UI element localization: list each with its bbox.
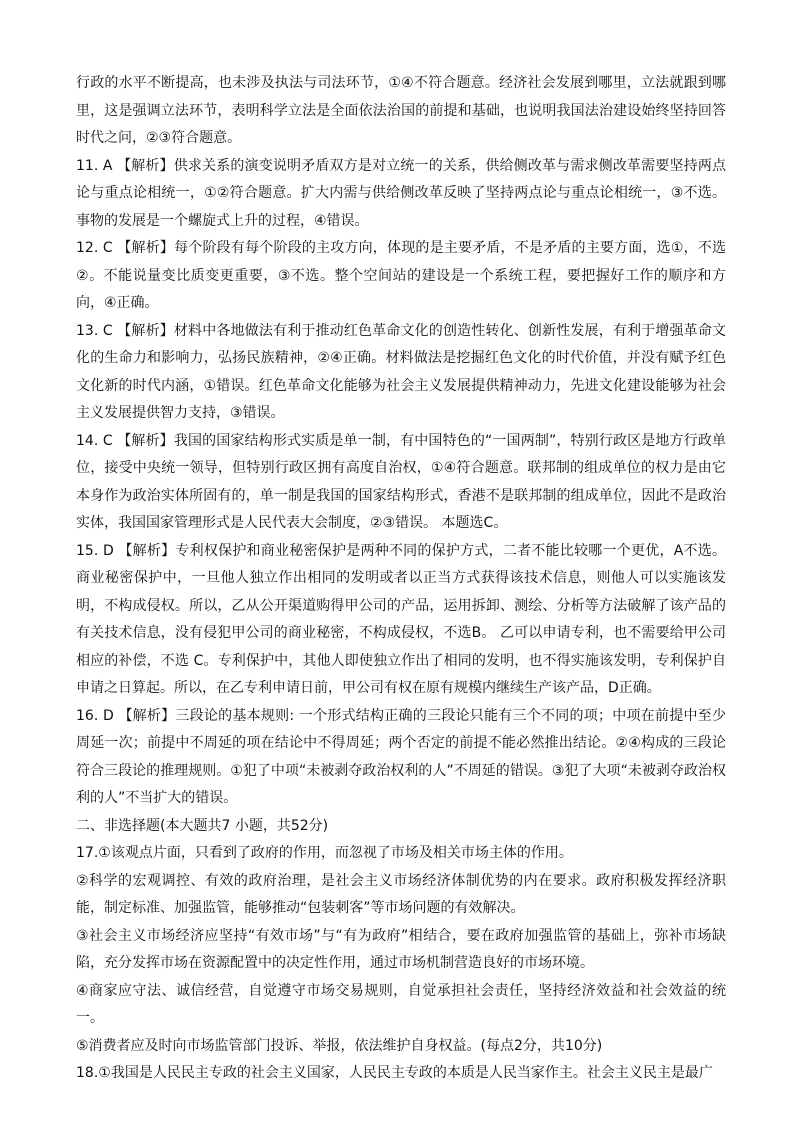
answer-17-point-2: ②科学的宏观调控、有效的政府治理，是社会主义市场经济体制优势的内在要求。政府积极发挥经济职能，制定标准、加强监管，能够推动“包装刺客”等市场问题的有效解决。 — [76, 872, 726, 916]
answer-17-point-5: ⑤消费者应及时向市场监管部门投诉、举报，依法维护自身权益。(每点2分，共10分) — [76, 1037, 603, 1054]
answer-16: 16. D 【解析】三段论的基本规则: 一个形式结构正确的三段论只能有三个不同的项；中项在前提中至少周延一次；前提中不周延的项在结论中不得周延；两个否定的前提不能必然推出结论。②④构成的三段论符合三段论的推理规则。①犯了中项“未被剥夺政治权利的人”不周延的错误。③犯了大项“未被剥夺政治权利的人”不当扩大的错误。 — [76, 707, 726, 806]
answer-18: 18.①我国是人民民主专政的社会主义国家，人民民主专政的本质是人民当家作主。社会主义民主是最广 — [76, 1065, 713, 1081]
answer-11: 11. A 【解析】供求关系的演变说明矛盾双方是对立统一的关系，供给侧改革与需求侧改革需要坚持两点论与重点论相统一，①②符合题意。扩大内需与供给侧改革反映了坚持两点论与重点论相统一，③不选。事物的发展是一个螺旋式上升的过程，④错误。 — [76, 157, 726, 229]
answer-15: 15. D 【解析】专利权保护和商业秘密保护是两种不同的保护方式，二者不能比较哪一个更优，A不选。商业秘密保护中，一旦他人独立作出相同的发明或者以正当方式获得该技术信息，则他人可以实施该发明，不构成侵权。所以，乙从公开渠道购得甲公司的产品，运用拆卸、测绘、分析等方法破解了该产品的有关技术信息，没有侵犯甲公司的商业秘密，不构成侵权，不选B。 乙可以申请专利，也不需要给甲公司相应的补偿，不选 C。专利保护中，其他人即使独立作出了相同的发明，也不得实施该发明，专利保护自申请之日算起。所以，在乙专利申请日前，甲公司有权在原有规模内继续生产该产品，D正确。 — [76, 542, 726, 696]
answer-12: 12. C 【解析】每个阶段有每个阶段的主攻方向，体现的是主要矛盾，不是矛盾的主要方面，选①，不选②。不能说量变比质变更重要，③不选。整个空间站的建设是一个系统工程，要把握好工作的顺序和方向，④正确。 — [76, 240, 726, 311]
answer-document — [76, 70, 726, 1088]
section-heading: 二、非选择题(本大题共7 小题，共52分) — [76, 817, 329, 834]
answer-17-point-4: ④商家应守法、诚信经营，自觉遵守市场交易规则，自觉承担社会责任，坚持经济效益和社会效益的统一。 — [76, 982, 726, 1026]
answer-17-point-1: 17.①该观点片面，只看到了政府的作用，而忽视了市场及相关市场主体的作用。 — [76, 845, 573, 861]
answer-17-point-3: ③社会主义市场经济应坚持“有效市场”与“有为政府”相结合，要在政府加强监管的基础上，弥补市场缺陷，充分发挥市场在资源配置中的决定性作用，通过市场机制营造良好的市场环境。 — [76, 927, 726, 971]
answer-14: 14. C 【解析】我国的国家结构形式实质是单一制，有中国特色的“一国两制”，特别行政区是地方行政单位，接受中央统一领导，但特别行政区拥有高度自治权，①④符合题意。联邦制的组成单位的权力是由它本身作为政治实体所固有的，单一制是我国的国家结构形式，香港不是联邦制的组成单位，因此不是政治实体，我国国家管理形式是人民代表大会制度，②③错误。 本题选C。 — [76, 432, 726, 531]
paragraph-continuation: 行政的水平不断提高，也未涉及执法与司法环节，①④不符合题意。经济社会发展到哪里，立法就跟到哪里，这是强调立法环节，表明科学立法是全面依法治国的前提和基础，也说明我国法治建设始终坚持回答时代之问，②③符合题意。 — [76, 75, 726, 146]
answer-13: 13. C 【解析】材料中各地做法有利于推动红色革命文化的创造性转化、创新性发展，有利于增强革命文化的生命力和影响力，弘扬民族精神，②④正确。材料做法是挖掘红色文化的时代价值，并没有赋予红色文化新的时代内涵，①错误。红色革命文化能够为社会主义发展提供精神动力，先进文化建设能够为社会主义发展提供智力支持，③错误。 — [76, 322, 726, 421]
